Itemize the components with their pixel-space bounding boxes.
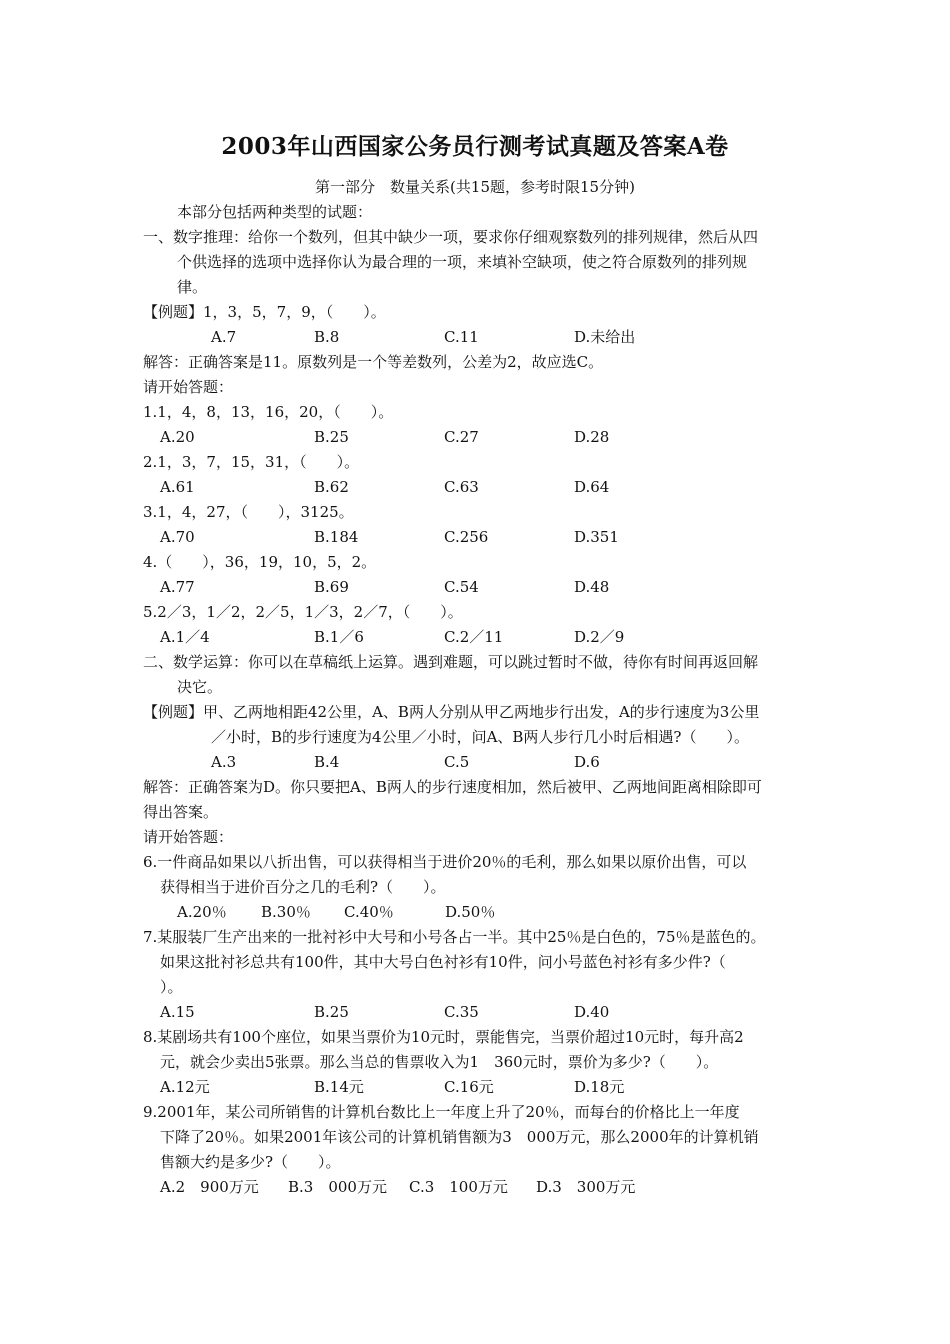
section-1-heading-line: 一、数字推理：给你一个数列，但其中缺少一项，要求你仔细观察数列的排列规律，然后从四: [143, 228, 759, 246]
option: C.16元: [444, 1078, 494, 1096]
section-2-heading-line: 二、数学运算：你可以在草稿纸上运算。遇到难题，可以跳过暂时不做，待你有时间再返回解: [143, 653, 759, 671]
option: C.54: [444, 578, 479, 596]
question-7-line: ）。: [160, 978, 183, 996]
question-8-line: 8.某剧场共有100个座位，如果当票价为10元时，票能售完，当票价超过10元时，每升高2: [143, 1028, 744, 1046]
option: B.1／6: [314, 628, 364, 646]
option: A.1／4: [160, 628, 210, 646]
start-prompt: 请开始答题：: [143, 378, 234, 396]
option: A.2 900万元: [160, 1178, 259, 1196]
option: D.18元: [574, 1078, 625, 1096]
option: D.6: [574, 753, 600, 771]
option: C.2／11: [444, 628, 504, 646]
start-prompt: 请开始答题：: [143, 828, 234, 846]
question-8-options: [143, 1075, 815, 1100]
option: D.未给出: [574, 328, 636, 346]
option: D.3 300万元: [536, 1178, 636, 1196]
option: C.3 100万元: [409, 1178, 508, 1196]
example-label: 【例题】: [143, 303, 204, 321]
option: A.12元: [160, 1078, 210, 1096]
question-2-stem: 2.1，3，7，15，31，（ ）。: [143, 453, 360, 471]
option: B.3 000万元: [288, 1178, 387, 1196]
example-2-line: ／小时，B的步行速度为4公里／小时，问A、B两人步行几小时后相遇?（ ）。: [211, 728, 749, 746]
question-7-line: 如果这批衬衫总共有100件，其中大号白色衬衫有10件，问小号蓝色衬衫有多少件?（: [160, 953, 726, 971]
option: C.11: [444, 328, 479, 346]
question-6-line: 6.一件商品如果以八折出售，可以获得相当于进价20％的毛利，那么如果以原价出售，可以: [143, 853, 747, 871]
option: C.40％: [344, 903, 394, 921]
option: C.63: [444, 478, 479, 496]
option: B.62: [314, 478, 349, 496]
option: C.27: [444, 428, 479, 446]
option: B.25: [314, 428, 349, 446]
question-9-options: [143, 1175, 815, 1200]
intro-text: 本部分包括两种类型的试题：: [177, 203, 373, 221]
document-title: 2003年山西国家公务员行测考试真题及答案A卷: [221, 133, 729, 160]
option: A.61: [160, 478, 195, 496]
section-subtitle: 第一部分 数量关系(共15题，参考时限15分钟): [315, 178, 635, 196]
example-1-options: [143, 325, 815, 350]
question-9-line: 9.2001年，某公司所销售的计算机台数比上一年度上升了20％，而每台的价格比上一年度: [143, 1103, 740, 1121]
example-2-options: [143, 750, 815, 775]
example-1-answer: 解答：正确答案是11。原数列是一个等差数列，公差为2，故应选C。: [143, 353, 604, 371]
option: B.8: [314, 328, 340, 346]
option: D.2／9: [574, 628, 625, 646]
option: C.5: [444, 753, 470, 771]
example-2-answer-line: 得出答案。: [143, 803, 219, 821]
section-1-heading-line: 律。: [177, 278, 208, 296]
example-2-answer-line: 解答：正确答案为D。你只要把A、B两人的步行速度相加，然后被甲、乙两地间距离相除即可: [143, 778, 762, 796]
example-1: [143, 300, 815, 325]
option: A.15: [160, 1003, 195, 1021]
section-2-heading-line: 决它。: [177, 678, 223, 696]
section-1-heading-line: 个供选择的选项中选择你认为最合理的一项，来填补空缺项，使之符合原数列的排列规: [177, 253, 748, 271]
option: B.25: [314, 1003, 349, 1021]
option: C.256: [444, 528, 489, 546]
option: B.69: [314, 578, 349, 596]
question-4-stem: 4.（ ），36，19，10，5，2。: [143, 553, 377, 571]
question-3-stem: 3.1，4，27，（ ），3125。: [143, 503, 354, 521]
question-6-options: [143, 900, 815, 925]
question-9-line: 下降了20％。如果2001年该公司的计算机销售额为3 000万元，那么2000年的计算机销: [160, 1128, 759, 1146]
question-6-line: 获得相当于进价百分之几的毛利?（ ）。: [160, 878, 446, 896]
question-3-options: [143, 525, 815, 550]
question-1-stem: 1.1，4，8，13，16，20，（ ）。: [143, 403, 394, 421]
option: A.3: [211, 753, 237, 771]
option: B.30％: [261, 903, 311, 921]
question-4-options: [143, 575, 815, 600]
option: A.70: [160, 528, 195, 546]
option: C.35: [444, 1003, 479, 1021]
option: A.7: [211, 328, 237, 346]
question-5-stem: 5.2／3，1／2，2／5，1／3，2／7，（ ）。: [143, 603, 463, 621]
question-7-line: 7.某服装厂生产出来的一批衬衫中大号和小号各占一半。其中25％是白色的，75％是蓝色的。: [143, 928, 766, 946]
question-8-line: 元，就会少卖出5张票。那么当总的售票收入为1 360元时，票价为多少?（ ）。: [160, 1053, 719, 1071]
option: B.14元: [314, 1078, 364, 1096]
example-text: 1，3，5，7，9，（ ）。: [203, 303, 386, 321]
question-2-options: [143, 475, 815, 500]
question-9-line: 售额大约是多少?（ ）。: [160, 1153, 341, 1171]
option: D.40: [574, 1003, 610, 1021]
question-7-options: [143, 1000, 815, 1025]
option: A.20: [160, 428, 195, 446]
example-2-line: 【例题】甲、乙两地相距42公里，A、B两人分别从甲乙两地步行出发，A的步行速度为3公里: [143, 703, 760, 721]
option: B.4: [314, 753, 340, 771]
option: A.20％: [177, 903, 227, 921]
option: D.351: [574, 528, 619, 546]
question-5-options: [143, 625, 815, 650]
section-1: [143, 200, 815, 1200]
option: D.28: [574, 428, 610, 446]
option: A.77: [160, 578, 195, 596]
option: B.184: [314, 528, 359, 546]
option: D.48: [574, 578, 610, 596]
question-1-options: [143, 425, 815, 450]
option: D.64: [574, 478, 610, 496]
option: D.50％: [445, 903, 496, 921]
